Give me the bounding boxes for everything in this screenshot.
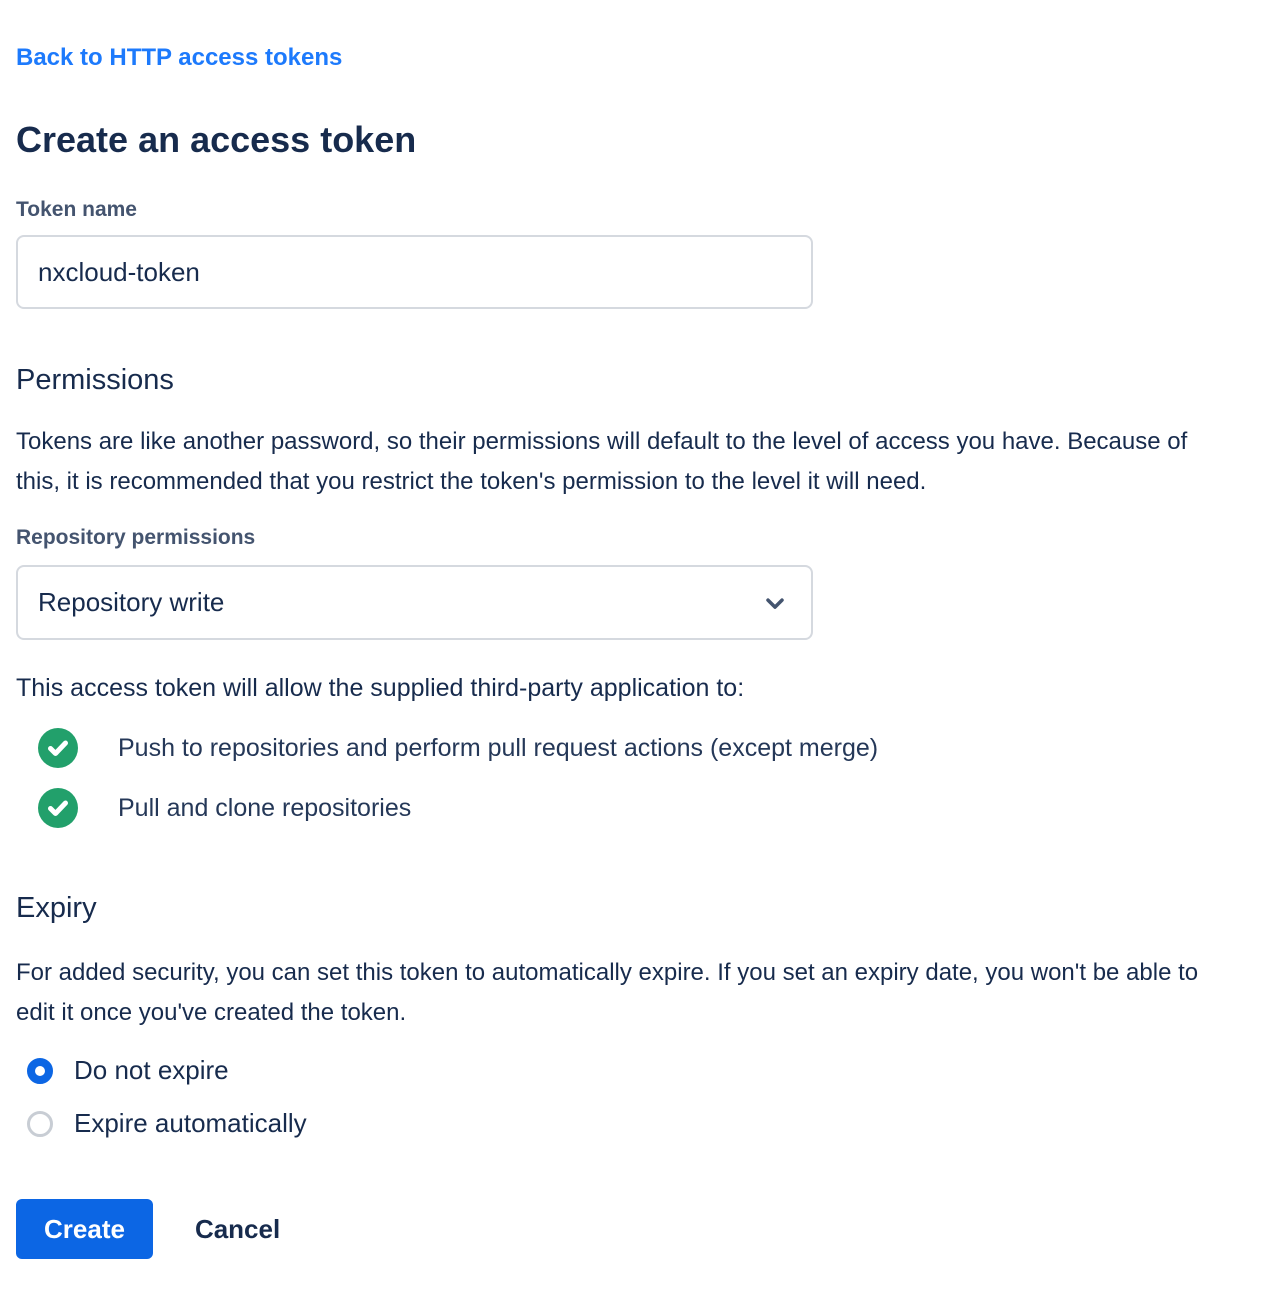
- create-button[interactable]: Create: [16, 1199, 153, 1259]
- radio-label: Do not expire: [74, 1055, 229, 1085]
- token-name-input[interactable]: [16, 235, 813, 309]
- capability-text: Push to repositories and perform pull request actions (except merge): [118, 733, 879, 762]
- permissions-heading: Permissions: [16, 364, 174, 396]
- capability-list: [16, 728, 1258, 828]
- expiry-heading: Expiry: [16, 892, 97, 924]
- repository-permissions-select[interactable]: [16, 565, 813, 640]
- permissions-description: Tokens are like another password, so their permissions will default to the level of access you have. Because of this, it is recommended that you restrict the token's permission to the level it will need.: [16, 428, 1188, 495]
- repository-permissions-selected-value: Repository write: [38, 587, 225, 617]
- chevron-down-icon: [761, 589, 789, 617]
- radio-do-not-expire[interactable]: [27, 1055, 1258, 1086]
- capability-item: [38, 788, 1258, 828]
- expiry-radio-group: [16, 1055, 1258, 1139]
- token-name-label: Token name: [16, 198, 137, 221]
- form-actions: [16, 1199, 1258, 1259]
- back-link[interactable]: Back to HTTP access tokens: [16, 44, 343, 71]
- repository-permissions-label: Repository permissions: [16, 526, 256, 549]
- radio-label: Expire automatically: [74, 1108, 307, 1138]
- check-circle-icon: [38, 728, 78, 768]
- radio-expire-automatically[interactable]: [27, 1108, 1258, 1139]
- radio-button-icon[interactable]: [27, 1058, 53, 1084]
- capability-item: [38, 728, 1258, 768]
- check-circle-icon: [38, 788, 78, 828]
- expiry-description: For added security, you can set this token to automatically expire. If you set an expiry date, you won't be able to edit it once you've created the token.: [16, 959, 1199, 1026]
- capability-text: Pull and clone repositories: [118, 793, 412, 822]
- allow-intro-text: This access token will allow the supplied third-party application to:: [16, 674, 745, 702]
- cancel-button[interactable]: Cancel: [173, 1199, 302, 1259]
- page-title: Create an access token: [16, 119, 417, 160]
- radio-button-icon[interactable]: [27, 1111, 53, 1137]
